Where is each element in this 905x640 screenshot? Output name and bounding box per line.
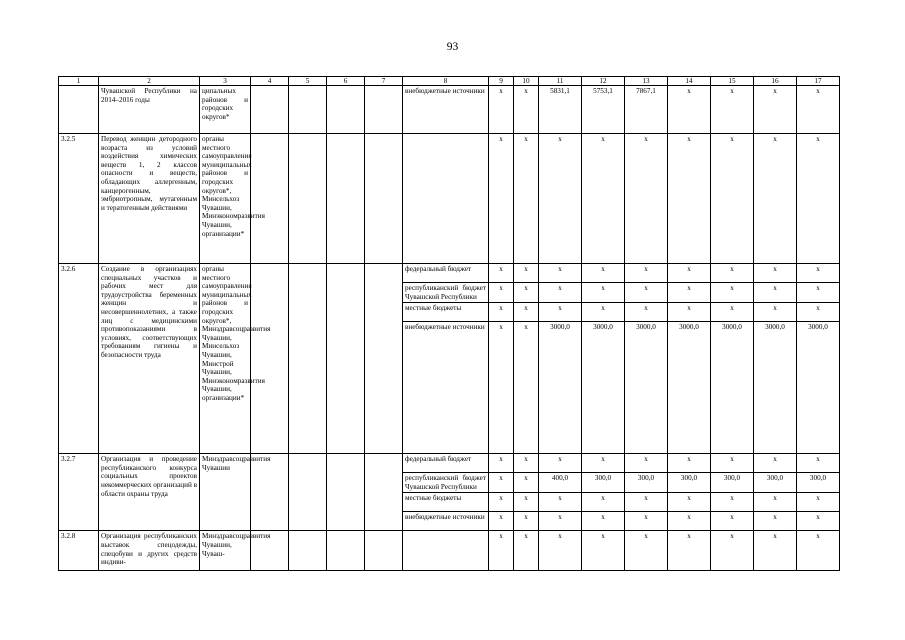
value-cell: 300,0	[711, 473, 754, 493]
column-header: 4	[251, 77, 289, 86]
value-cell: x	[711, 512, 754, 531]
value-cell: x	[754, 264, 797, 283]
value-cell: 300,0	[668, 473, 711, 493]
column-header: 5	[289, 77, 327, 86]
value-cell: x	[539, 512, 582, 531]
value-cell: x	[797, 531, 840, 571]
value-cell: x	[711, 283, 754, 303]
value-cell: 3000,0	[797, 322, 840, 454]
measures-table	[58, 76, 840, 571]
item-number-cell: 3.2.5	[59, 134, 99, 264]
item-number-cell: 3.2.6	[59, 264, 99, 454]
empty-cell	[327, 134, 365, 264]
empty-cell	[289, 86, 327, 134]
responsible-cell: органы местного самоуправления муниципальных районов и городских округов*, Минздравсоцразвития Чувашии, Минсельхоз Чувашии, Минстрой Чувашии, Минэкономразвития Чувашии, организации*	[200, 264, 251, 454]
value-cell: x	[514, 283, 539, 303]
funding-source-cell	[403, 134, 489, 264]
table-row	[59, 134, 840, 264]
empty-cell	[251, 134, 289, 264]
empty-cell	[289, 134, 327, 264]
value-cell: x	[489, 322, 514, 454]
column-header: 3	[200, 77, 251, 86]
value-cell: x	[754, 531, 797, 571]
value-cell: x	[711, 134, 754, 264]
value-cell: x	[711, 531, 754, 571]
funding-source-cell: республиканский бюджет Чувашской Республики	[403, 283, 489, 303]
empty-cell	[289, 531, 327, 571]
value-cell: x	[625, 134, 668, 264]
funding-source-cell: внебюджетные источники	[403, 512, 489, 531]
empty-cell	[327, 264, 365, 454]
value-cell: x	[582, 493, 625, 512]
funding-source-cell: внебюджетные источники	[403, 322, 489, 454]
table-row	[59, 86, 840, 134]
value-cell: x	[489, 454, 514, 473]
value-cell: x	[489, 134, 514, 264]
funding-source-cell: внебюджетные источники	[403, 86, 489, 134]
value-cell: x	[754, 454, 797, 473]
value-cell: x	[489, 303, 514, 322]
value-cell: x	[711, 303, 754, 322]
funding-source-cell: республиканский бюджет Чувашской Республики	[403, 473, 489, 493]
value-cell: x	[625, 531, 668, 571]
column-header: 11	[539, 77, 582, 86]
responsible-cell: ципальных районов и городских округов*	[200, 86, 251, 134]
value-cell: x	[668, 86, 711, 134]
measure-name-cell: Перевод женщин детородного возраста из условий воздействия химических веществ 1, 2 классов опасности и веществ, обладающих аллергенным, канцерогенным, эмбриотропным, мутагенным и тератогенным действиями	[99, 134, 200, 264]
value-cell: x	[625, 493, 668, 512]
value-cell: x	[489, 512, 514, 531]
item-number-cell	[59, 86, 99, 134]
column-header: 10	[514, 77, 539, 86]
value-cell: x	[668, 283, 711, 303]
empty-cell	[251, 454, 289, 531]
empty-cell	[289, 454, 327, 531]
value-cell: x	[539, 283, 582, 303]
value-cell: x	[625, 512, 668, 531]
responsible-cell: Минздравсоцразвития Чувашии	[200, 454, 251, 531]
value-cell: x	[797, 134, 840, 264]
page-number: 93	[446, 41, 459, 53]
item-number-cell: 3.2.8	[59, 531, 99, 571]
value-cell: x	[754, 493, 797, 512]
value-cell: x	[797, 264, 840, 283]
value-cell: 3000,0	[754, 322, 797, 454]
value-cell: x	[582, 264, 625, 283]
empty-cell	[327, 86, 365, 134]
value-cell: x	[514, 512, 539, 531]
empty-cell	[289, 264, 327, 454]
item-number-cell: 3.2.7	[59, 454, 99, 531]
value-cell: x	[539, 454, 582, 473]
funding-source-cell: федеральный бюджет	[403, 454, 489, 473]
value-cell: x	[539, 134, 582, 264]
value-cell: x	[625, 303, 668, 322]
value-cell: 300,0	[754, 473, 797, 493]
value-cell: x	[797, 493, 840, 512]
value-cell: x	[489, 86, 514, 134]
table-row	[59, 454, 840, 473]
value-cell: x	[489, 264, 514, 283]
responsible-cell: органы местного самоуправления муниципальных районов и городских округов*, Минсельхоз Чувашии, Минэкономразвития Чувашии, организации*	[200, 134, 251, 264]
value-cell: 400,0	[539, 473, 582, 493]
value-cell: x	[797, 454, 840, 473]
value-cell: x	[514, 134, 539, 264]
value-cell: x	[514, 454, 539, 473]
header-row	[59, 77, 840, 86]
empty-cell	[327, 454, 365, 531]
column-header: 16	[754, 77, 797, 86]
empty-cell	[365, 531, 403, 571]
column-header: 8	[403, 77, 489, 86]
value-cell: x	[668, 512, 711, 531]
column-header: 9	[489, 77, 514, 86]
value-cell: x	[754, 512, 797, 531]
value-cell: 300,0	[582, 473, 625, 493]
value-cell: 3000,0	[582, 322, 625, 454]
value-cell: x	[754, 303, 797, 322]
value-cell: x	[514, 473, 539, 493]
value-cell: x	[582, 454, 625, 473]
value-cell: x	[539, 303, 582, 322]
value-cell: x	[668, 264, 711, 283]
empty-cell	[365, 134, 403, 264]
value-cell: x	[797, 86, 840, 134]
value-cell: x	[514, 86, 539, 134]
column-header: 7	[365, 77, 403, 86]
value-cell: x	[625, 283, 668, 303]
value-cell: x	[797, 512, 840, 531]
table-row	[59, 531, 840, 571]
funding-source-cell: местные бюджеты	[403, 493, 489, 512]
empty-cell	[365, 264, 403, 454]
value-cell: x	[582, 134, 625, 264]
empty-cell	[251, 264, 289, 454]
measure-name-cell: Организация и проведение республиканского конкурса социальных проектов некоммерческих организаций в области охраны труда	[99, 454, 200, 531]
value-cell: x	[582, 283, 625, 303]
value-cell: x	[625, 264, 668, 283]
column-header: 6	[327, 77, 365, 86]
value-cell: x	[514, 322, 539, 454]
value-cell: 7867,1	[625, 86, 668, 134]
column-header: 1	[59, 77, 99, 86]
value-cell: x	[514, 264, 539, 283]
value-cell: 5753,1	[582, 86, 625, 134]
value-cell: x	[711, 86, 754, 134]
value-cell: x	[582, 512, 625, 531]
value-cell: x	[489, 283, 514, 303]
value-cell: x	[668, 493, 711, 512]
value-cell: 300,0	[625, 473, 668, 493]
column-header: 2	[99, 77, 200, 86]
empty-cell	[327, 531, 365, 571]
value-cell: 5831,1	[539, 86, 582, 134]
funding-source-cell: местные бюджеты	[403, 303, 489, 322]
value-cell: x	[582, 303, 625, 322]
value-cell: x	[539, 493, 582, 512]
value-cell: x	[754, 86, 797, 134]
measure-name-cell: Организация республиканских выставок спецодежды, спецобуви и других средств индиви-	[99, 531, 200, 571]
value-cell: 3000,0	[625, 322, 668, 454]
column-header: 13	[625, 77, 668, 86]
funding-source-cell	[403, 531, 489, 571]
value-cell: x	[514, 303, 539, 322]
value-cell: x	[754, 134, 797, 264]
measure-name-cell: Создание в организациях специальных участков и рабочих мест для трудоустройства беременных женщин и несовершеннолетних, а также лиц с медицинскими противопоказаниями в условиях, соответствующих требованиям гигиены и безопасности труда	[99, 264, 200, 454]
value-cell: x	[797, 303, 840, 322]
value-cell: x	[711, 264, 754, 283]
value-cell: x	[514, 531, 539, 571]
measure-name-cell: Чувашской Республики на 2014–2016 годы	[99, 86, 200, 134]
value-cell: x	[539, 264, 582, 283]
value-cell: x	[514, 493, 539, 512]
column-header: 15	[711, 77, 754, 86]
value-cell: x	[668, 454, 711, 473]
value-cell: 3000,0	[539, 322, 582, 454]
value-cell: x	[668, 303, 711, 322]
empty-cell	[365, 454, 403, 531]
value-cell: x	[668, 531, 711, 571]
responsible-cell: Минздравсоцразвития Чувашии, Чуваш-	[200, 531, 251, 571]
value-cell: x	[797, 283, 840, 303]
funding-source-cell: федеральный бюджет	[403, 264, 489, 283]
value-cell: x	[489, 473, 514, 493]
table-row	[59, 264, 840, 283]
value-cell: 3000,0	[711, 322, 754, 454]
value-cell: x	[582, 531, 625, 571]
empty-cell	[251, 86, 289, 134]
value-cell: x	[668, 134, 711, 264]
value-cell: x	[625, 454, 668, 473]
value-cell: x	[539, 531, 582, 571]
empty-cell	[365, 86, 403, 134]
value-cell: 300,0	[797, 473, 840, 493]
value-cell: x	[711, 454, 754, 473]
column-header: 12	[582, 77, 625, 86]
value-cell: 3000,0	[668, 322, 711, 454]
value-cell: x	[754, 283, 797, 303]
value-cell: x	[489, 493, 514, 512]
column-header: 14	[668, 77, 711, 86]
value-cell: x	[711, 493, 754, 512]
value-cell: x	[489, 531, 514, 571]
column-header: 17	[797, 77, 840, 86]
